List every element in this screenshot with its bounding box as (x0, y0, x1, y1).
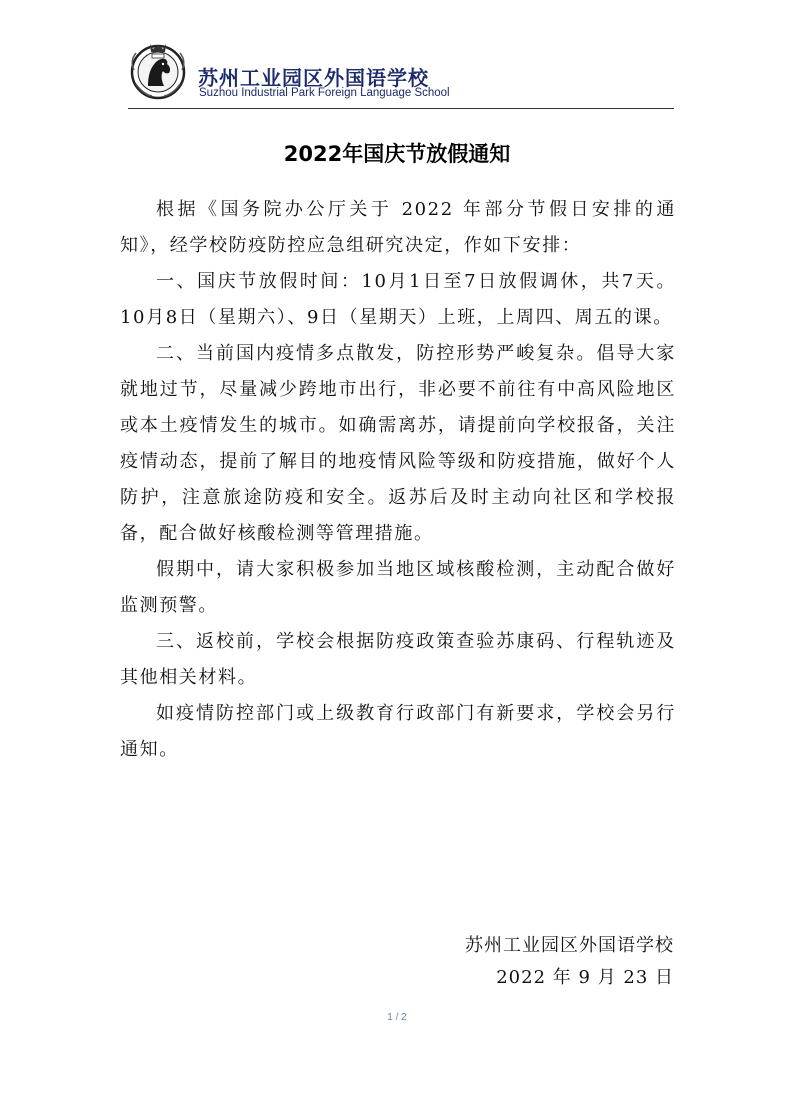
school-crest-horse-icon (128, 40, 188, 100)
signature-block (465, 930, 674, 994)
paragraph-nucleic-test: 假期中，请大家积极参加当地区域核酸检测，主动配合做好监测预警。 (120, 559, 676, 616)
paragraph-further-notice: 如疫情防控部门或上级教育行政部门有新要求，学校会另行通知。 (120, 703, 676, 760)
school-name-en: Suzhou Industrial Park Foreign Language School (199, 87, 450, 99)
signature-school: 苏州工业园区外国语学校 (465, 935, 674, 956)
document-title: 2022年国庆节放假通知 (283, 142, 511, 166)
signature-date: 2022 年 9 月 23 日 (496, 967, 674, 988)
letterhead (128, 36, 676, 108)
paragraph-intro: 根据《国务院办公厅关于 2022 年部分节假日安排的通知》，经学校防疫防控应急组研究决定，作如下安排： (120, 199, 676, 256)
school-name-cn: 苏州工业园区外国语学校 (198, 66, 429, 90)
paragraph-epidemic-guidance: 二、当前国内疫情多点散发，防控形势严峻复杂。倡导大家就地过节，尽量减少跨地市出行，非必要不前往有中高风险地区或本土疫情发生的城市。如确需离苏，请提前向学校报备，关注疫情动态，提前了解目的地疫情风险等级和防疫措施，做好个人防护，注意旅途防疫和安全。返苏后及时主动向社区和学校报备，配合做好核酸检测等管理措施。 (120, 343, 676, 544)
paragraph-return-check: 三、返校前，学校会根据防疫政策查验苏康码、行程轨迹及其他相关材料。 (120, 631, 676, 688)
page-number: 1 / 2 (387, 1012, 407, 1023)
paragraph-holiday-time: 一、国庆节放假时间：10月1日至7日放假调休，共7天。10月8日（星期六）、9日（星期天）上班，上周四、周五的课。 (120, 271, 676, 328)
header-divider (128, 108, 674, 109)
document-body (120, 192, 676, 768)
